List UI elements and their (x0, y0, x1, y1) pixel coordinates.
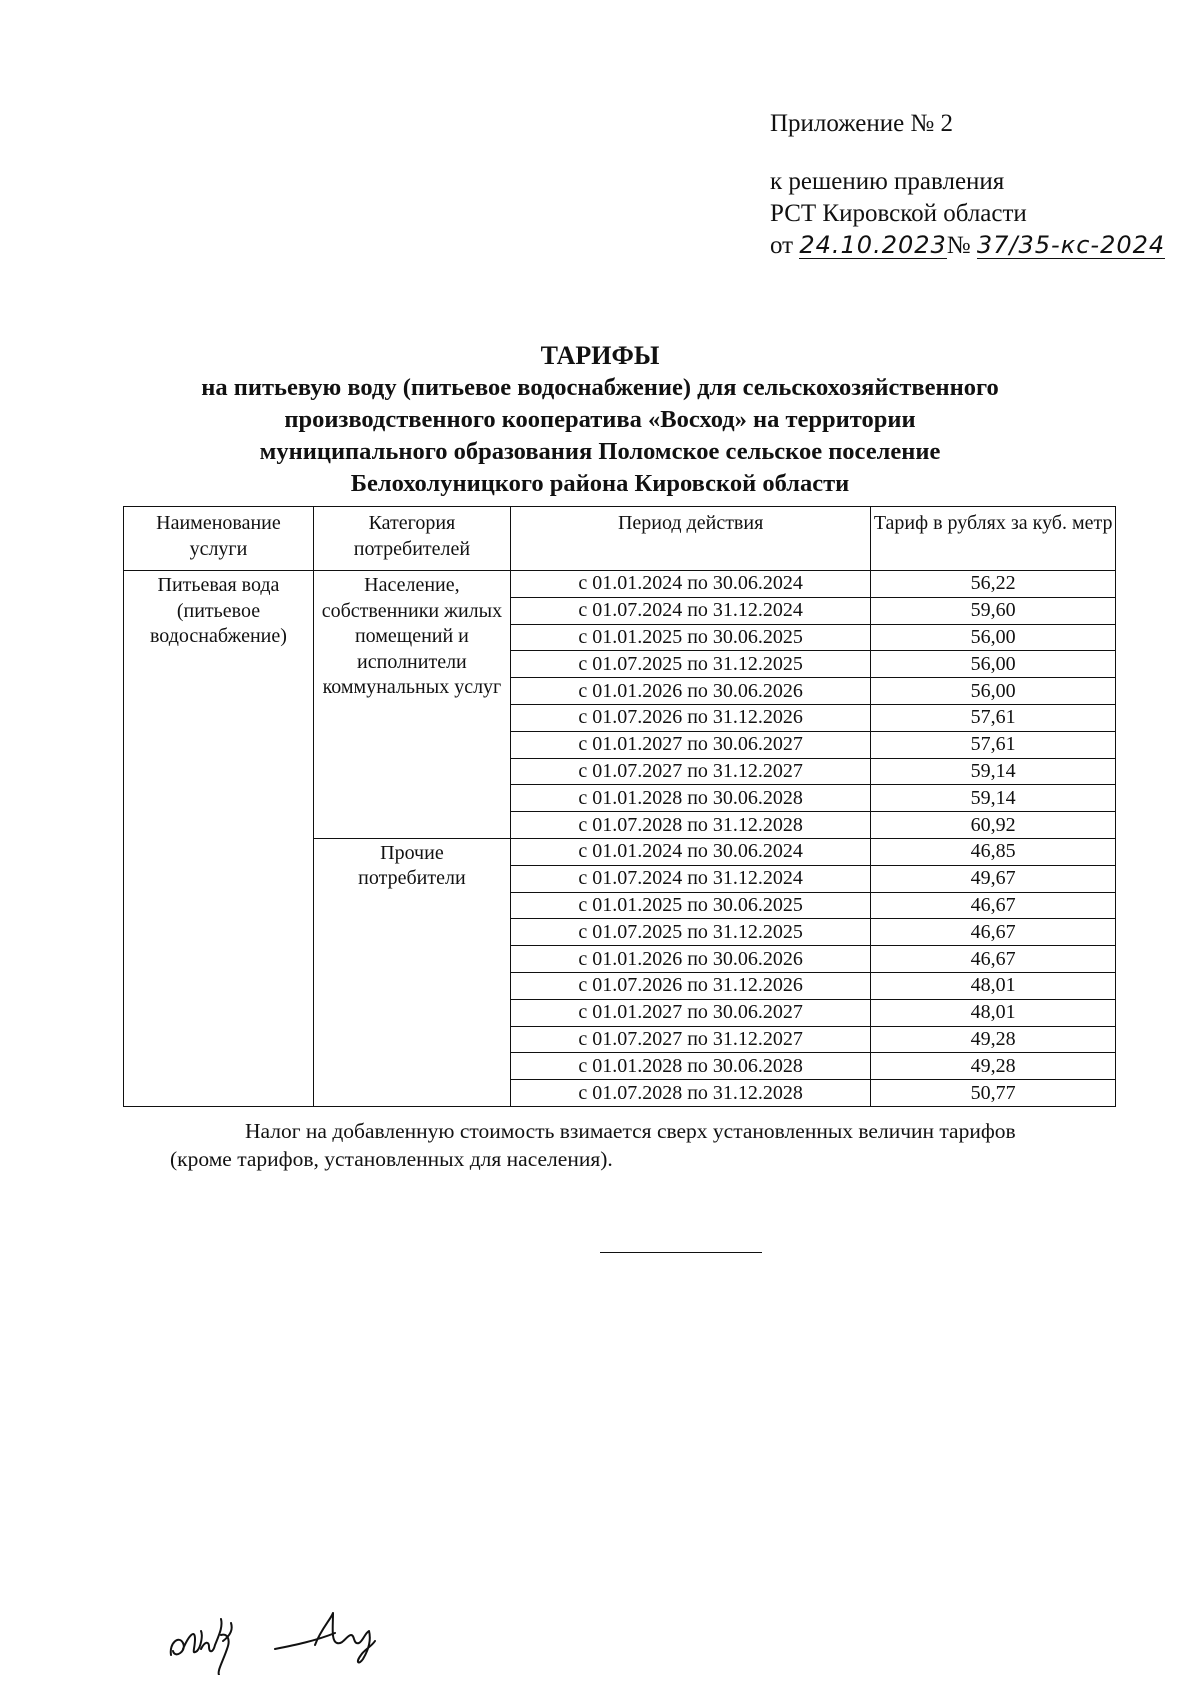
header-category: Категория потребителей (313, 507, 510, 571)
period-cell: с 01.07.2026 по 31.12.2026 (510, 704, 870, 731)
period-cell: с 01.01.2025 по 30.06.2025 (510, 624, 870, 651)
tariff-cell: 56,00 (871, 651, 1116, 678)
tariff-cell: 46,85 (871, 838, 1116, 865)
vat-note: Налог на добавленную стоимость взимается сверх установленных величин тарифов (245, 1119, 1016, 1143)
period-cell: с 01.07.2025 по 31.12.2025 (510, 919, 870, 946)
tariff-cell: 46,67 (871, 892, 1116, 919)
tariff-table (123, 506, 1116, 1107)
period-cell: с 01.01.2028 по 30.06.2028 (510, 1053, 870, 1080)
header-service: Наименование услуги (124, 507, 314, 571)
period-cell: с 01.01.2026 по 30.06.2026 (510, 946, 870, 973)
period-cell: с 01.07.2024 по 31.12.2024 (510, 597, 870, 624)
title-line-1: на питьевую воду (питьевое водоснабжение) для сельскохозяйственного (201, 374, 999, 401)
tariff-cell: 57,61 (871, 731, 1116, 758)
period-cell: с 01.01.2026 по 30.06.2026 (510, 678, 870, 705)
handwritten-number: 37/35-кс-2024 (976, 231, 1166, 259)
closing-divider (600, 1252, 762, 1253)
vat-note-continuation: (кроме тарифов, установленных для населения). (170, 1147, 613, 1171)
title-line-2: производственного кооператива «Восход» на территории (284, 406, 916, 433)
tariff-cell: 46,67 (871, 946, 1116, 973)
table-row (124, 571, 1116, 598)
tariff-cell: 49,67 (871, 865, 1116, 892)
period-cell: с 01.01.2028 по 30.06.2028 (510, 785, 870, 812)
number-symbol: № (946, 232, 971, 259)
tariff-cell: 48,01 (871, 999, 1116, 1026)
period-cell: с 01.01.2024 по 30.06.2024 (510, 571, 870, 598)
title-line-3: муниципального образования Поломское сельское поселение (259, 438, 941, 465)
tariff-cell: 56,22 (871, 571, 1116, 598)
period-cell: с 01.07.2028 по 31.12.2028 (510, 812, 870, 839)
period-cell: с 01.01.2025 по 30.06.2025 (510, 892, 870, 919)
decision-date-line (770, 230, 1165, 262)
period-cell: с 01.07.2025 по 31.12.2025 (510, 651, 870, 678)
handwritten-date: 24.10.2023 (799, 231, 947, 259)
tariff-cell: 57,61 (871, 704, 1116, 731)
header-period: Период действия (510, 507, 870, 571)
period-cell: с 01.01.2027 по 30.06.2027 (510, 999, 870, 1026)
period-cell: с 01.07.2027 по 31.12.2027 (510, 758, 870, 785)
tariff-cell: 49,28 (871, 1026, 1116, 1053)
tariff-cell: 46,67 (871, 919, 1116, 946)
tariff-cell: 48,01 (871, 972, 1116, 999)
appendix-header (770, 108, 1165, 262)
period-cell: с 01.07.2026 по 31.12.2026 (510, 972, 870, 999)
handwritten-signature (165, 1605, 405, 1680)
category-cell: Население, собственники жилых помещений и исполнители коммунальных услуг (313, 571, 510, 839)
period-cell: с 01.07.2028 по 31.12.2028 (510, 1080, 870, 1107)
tariff-cell: 59,14 (871, 758, 1116, 785)
tariff-cell: 56,00 (871, 678, 1116, 705)
period-cell: с 01.01.2024 по 30.06.2024 (510, 838, 870, 865)
table-header-row (124, 507, 1116, 571)
tariff-cell: 56,00 (871, 624, 1116, 651)
decision-line-2: РСТ Кировской области (770, 200, 1027, 227)
period-cell: с 01.07.2024 по 31.12.2024 (510, 865, 870, 892)
period-cell: с 01.07.2027 по 31.12.2027 (510, 1026, 870, 1053)
title-main: ТАРИФЫ (540, 341, 660, 370)
document-title (100, 340, 1100, 500)
period-cell: с 01.01.2027 по 30.06.2027 (510, 731, 870, 758)
date-prefix: от (770, 232, 794, 259)
category-cell: Прочие потребители (313, 838, 510, 1106)
tariff-cell: 59,60 (871, 597, 1116, 624)
tariff-cell: 59,14 (871, 785, 1116, 812)
appendix-number: Приложение № 2 (770, 110, 954, 137)
tariff-cell: 60,92 (871, 812, 1116, 839)
tariff-cell: 49,28 (871, 1053, 1116, 1080)
service-name-cell: Питьевая вода (питьевое водоснабжение) (124, 571, 314, 1107)
signature-drawing (165, 1605, 405, 1675)
decision-line-1: к решению правления (770, 168, 1005, 195)
tariff-cell: 50,77 (871, 1080, 1116, 1107)
title-line-4: Белохолуницкого района Кировской области (350, 470, 850, 497)
header-tariff: Тариф в рублях за куб. метр (871, 507, 1116, 571)
